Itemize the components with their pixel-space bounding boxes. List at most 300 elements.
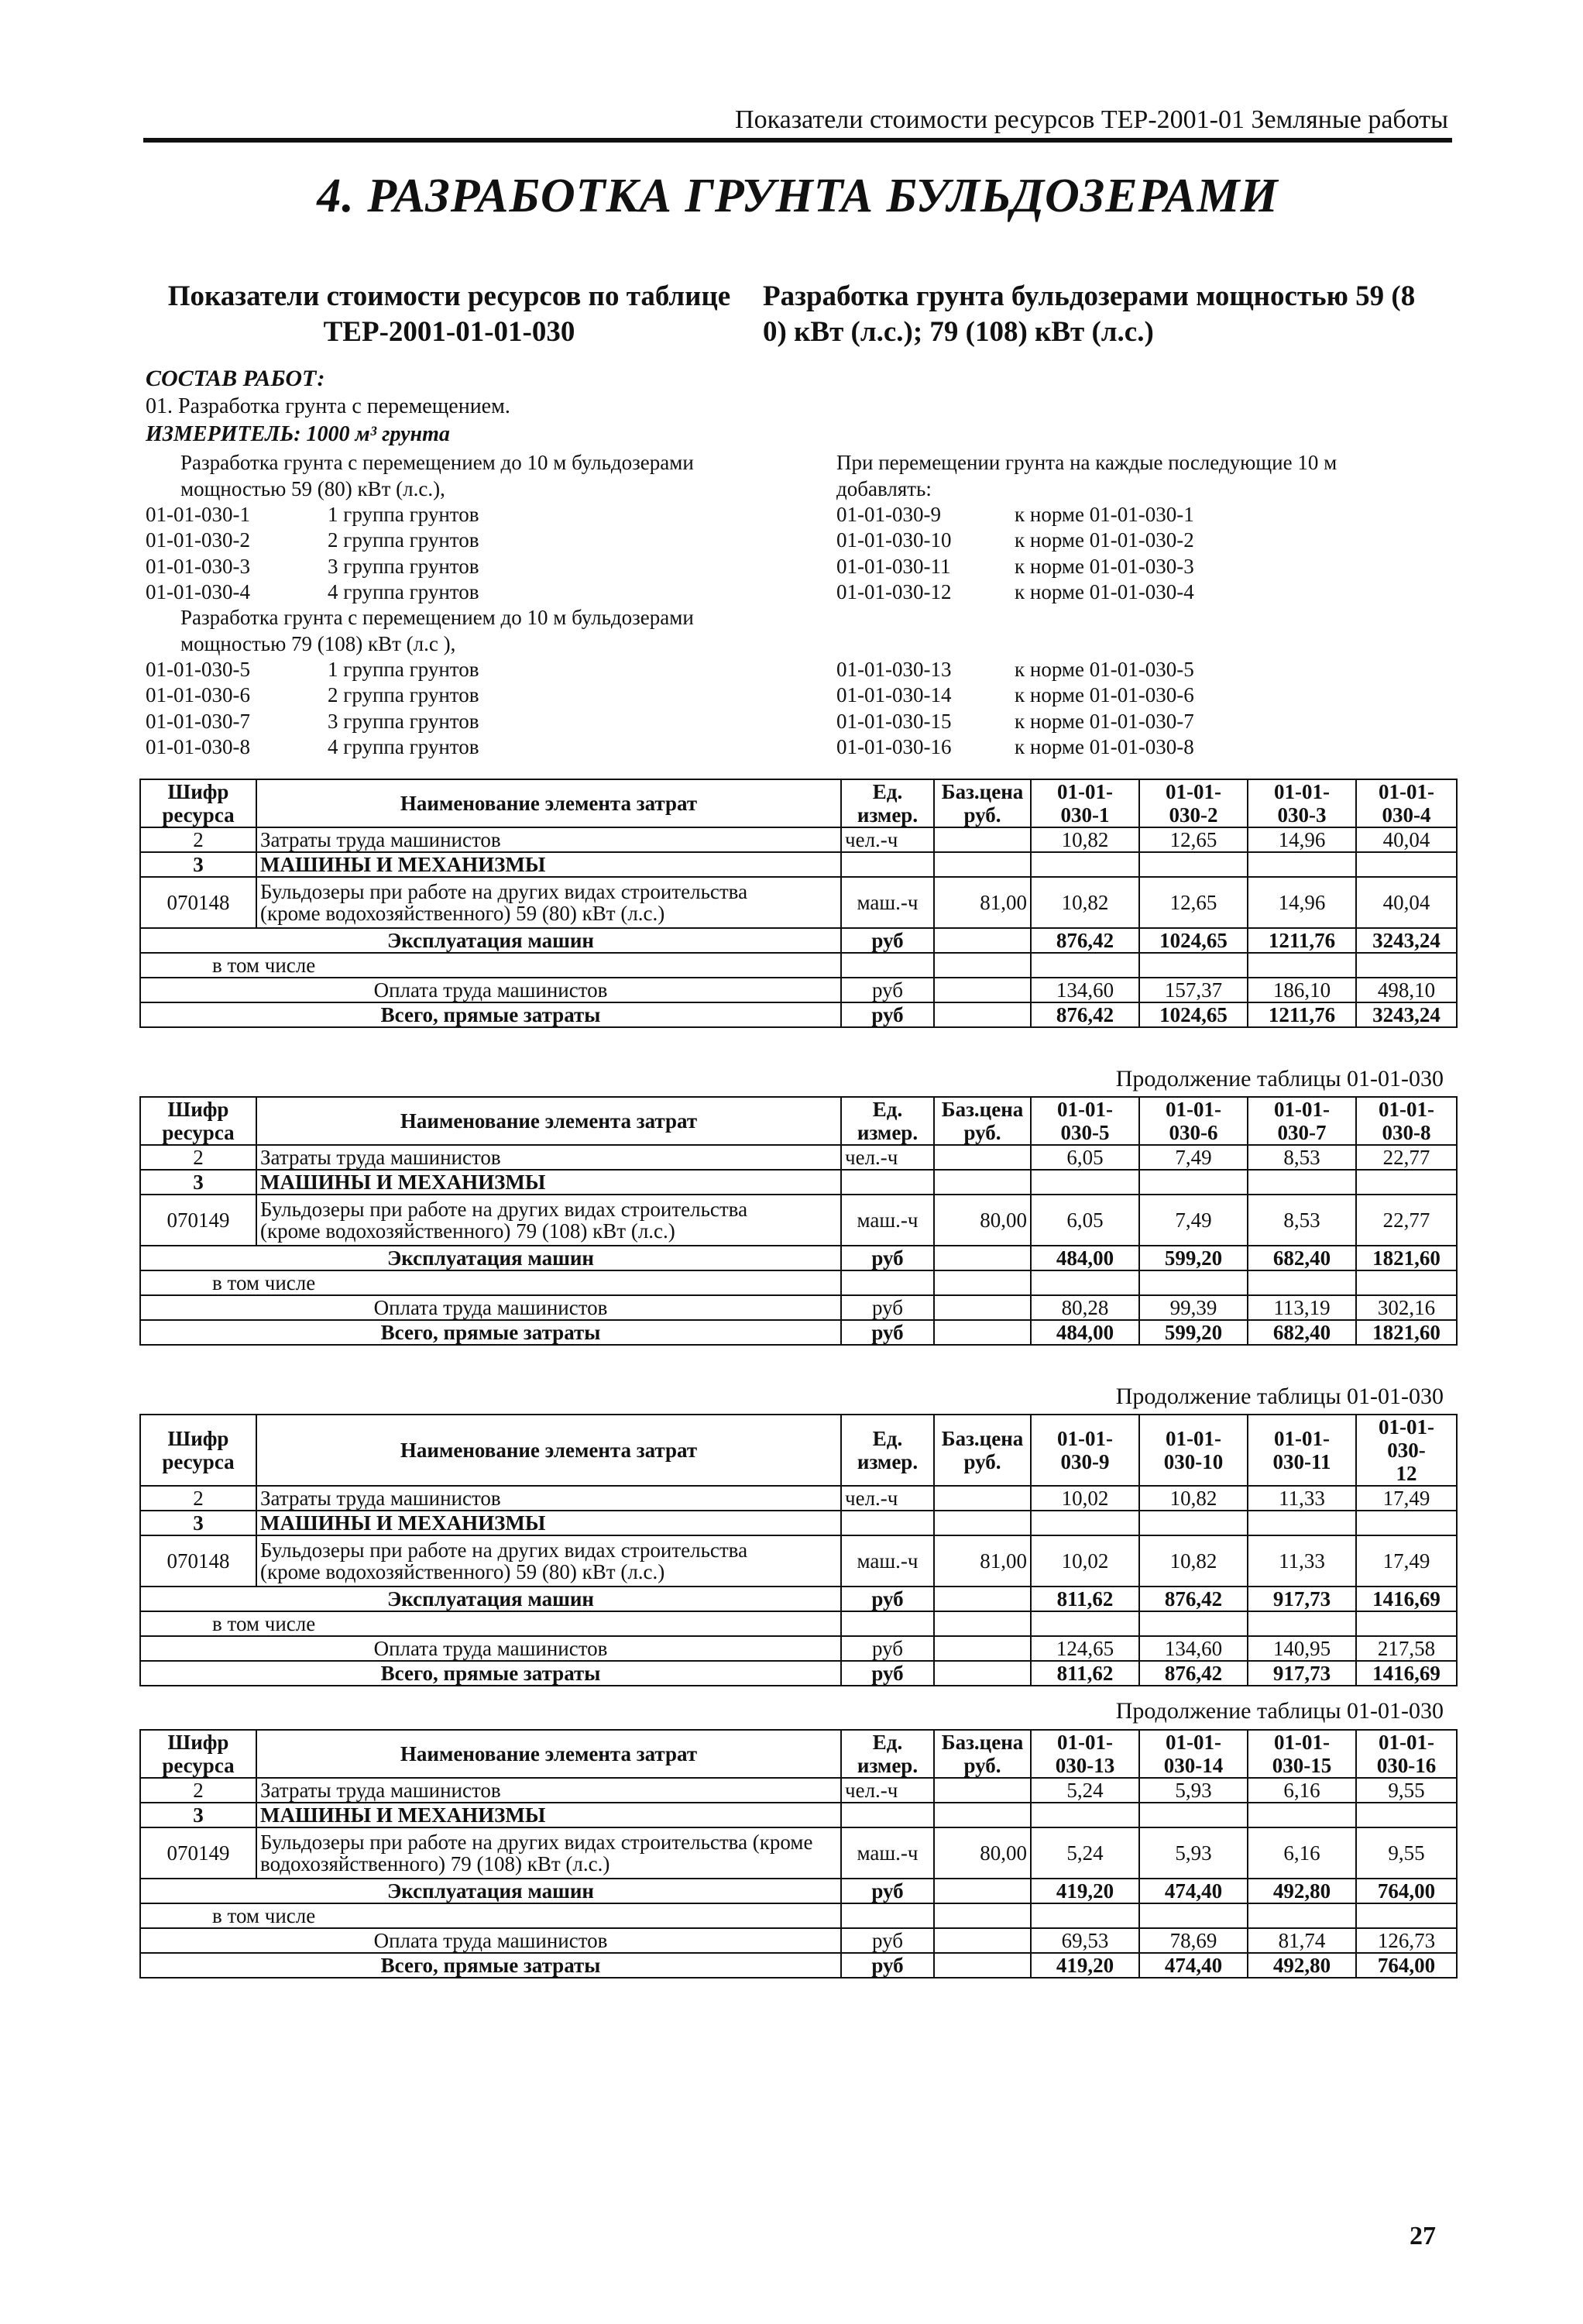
header-unit-line2: измер. bbox=[857, 803, 919, 827]
value-cell: 876,42 bbox=[1139, 1587, 1248, 1611]
unit-cell: чел.-ч bbox=[841, 1778, 934, 1803]
header-norm-code bbox=[1356, 1097, 1457, 1145]
including-row bbox=[140, 953, 1457, 978]
group1-heading-line1: Разработка грунта с перемещением до 10 м бульдозерами bbox=[180, 451, 694, 474]
header-unit-line2: измер. bbox=[857, 1450, 919, 1473]
header-price-line1: Баз.цена bbox=[941, 1731, 1024, 1754]
value-cell: 8,53 bbox=[1248, 1145, 1356, 1170]
subtitle-left: Показатели стоимости ресурсов по таблице ТЕР-2001-01-01-030 bbox=[167, 280, 731, 348]
value-cell: 682,40 bbox=[1248, 1320, 1356, 1345]
header-price-line2: руб. bbox=[963, 1450, 1001, 1473]
value-cell: 81,74 bbox=[1248, 1928, 1356, 1953]
norm-code-line2: 030-15 bbox=[1272, 1754, 1332, 1777]
price-cell bbox=[934, 1170, 1031, 1195]
norm-code: 01-01-030-14 bbox=[836, 683, 952, 706]
summary-name-cell: в том числе bbox=[140, 953, 841, 978]
unit-cell bbox=[841, 1511, 934, 1535]
value-cell: 134,60 bbox=[1139, 1636, 1248, 1661]
norm-code-line2: 030-6 bbox=[1169, 1121, 1218, 1144]
meter-line bbox=[146, 422, 450, 447]
labor-row bbox=[140, 1145, 1457, 1170]
unit-cell: руб bbox=[841, 1661, 934, 1686]
value-cell bbox=[1031, 1270, 1139, 1295]
summary-name-cell: Оплата труда машинистов bbox=[140, 1295, 841, 1320]
header-norm-code bbox=[1031, 1730, 1139, 1778]
section-row bbox=[140, 1803, 1457, 1827]
resource-table bbox=[139, 1096, 1458, 1346]
header-code-line1: Шифр bbox=[167, 1731, 229, 1754]
resource-table bbox=[139, 1729, 1458, 1978]
value-cell: 1416,69 bbox=[1356, 1587, 1457, 1611]
header-norm-code bbox=[1031, 1097, 1139, 1145]
norm-code: 01-01-030-1 bbox=[146, 503, 250, 526]
value-cell: 126,73 bbox=[1356, 1928, 1457, 1953]
price-cell bbox=[934, 1270, 1031, 1295]
value-cell: 9,55 bbox=[1356, 1778, 1457, 1803]
header-price-line2: руб. bbox=[963, 1754, 1001, 1777]
wages-row bbox=[140, 1928, 1457, 1953]
total-row bbox=[140, 1002, 1457, 1027]
name-cell: Затраты труда машинистов bbox=[256, 827, 841, 852]
header-price bbox=[934, 1415, 1031, 1486]
summary-name-cell: Оплата труда машинистов bbox=[140, 978, 841, 1002]
summary-name-cell: в том числе bbox=[140, 1611, 841, 1636]
code-cell: 3 bbox=[140, 852, 256, 877]
header-code-line2: ресурса bbox=[162, 1754, 235, 1777]
labor-row bbox=[140, 827, 1457, 852]
header-price-line1: Баз.цена bbox=[941, 780, 1024, 803]
value-cell bbox=[1356, 1611, 1457, 1636]
summary-name-cell: Всего, прямые затраты bbox=[140, 1661, 841, 1686]
value-cell: 811,62 bbox=[1031, 1661, 1139, 1686]
value-cell: 492,80 bbox=[1248, 1879, 1356, 1903]
unit-cell: руб bbox=[841, 1295, 934, 1320]
unit-cell: руб bbox=[841, 1246, 934, 1270]
name-cell: Затраты труда машинистов bbox=[256, 1486, 841, 1511]
labor-row bbox=[140, 1778, 1457, 1803]
norm-text: к норме 01-01-030-1 bbox=[1015, 503, 1194, 526]
value-cell: 1024,65 bbox=[1139, 928, 1248, 953]
value-cell: 474,40 bbox=[1139, 1879, 1248, 1903]
value-cell: 876,42 bbox=[1139, 1661, 1248, 1686]
meter-label: ИЗМЕРИТЕЛЬ: bbox=[146, 422, 301, 446]
norm-code: 01-01-030-9 bbox=[836, 503, 941, 526]
value-cell: 7,49 bbox=[1139, 1145, 1248, 1170]
value-cell: 6,16 bbox=[1248, 1778, 1356, 1803]
value-cell bbox=[1139, 1170, 1248, 1195]
value-cell: 1024,65 bbox=[1139, 1002, 1248, 1027]
meter-value: 1000 м³ грунта bbox=[306, 422, 450, 446]
norm-text: к норме 01-01-030-8 bbox=[1015, 735, 1194, 758]
exploitation-row bbox=[140, 1879, 1457, 1903]
norm-code-line2: 030-14 bbox=[1163, 1754, 1224, 1777]
norm-code: 01-01-030-12 bbox=[836, 580, 952, 603]
norm-code: 01-01-030-15 bbox=[836, 710, 952, 733]
price-cell bbox=[934, 1587, 1031, 1611]
value-cell bbox=[1356, 1270, 1457, 1295]
price-cell bbox=[934, 1145, 1031, 1170]
value-cell: 302,16 bbox=[1356, 1295, 1457, 1320]
header-unit-line1: Ед. bbox=[872, 1427, 903, 1450]
value-cell: 99,39 bbox=[1139, 1295, 1248, 1320]
value-cell: 3243,24 bbox=[1356, 928, 1457, 953]
norm-code-line1: 01-01-030- bbox=[1379, 1415, 1434, 1462]
header-norm-code bbox=[1139, 1730, 1248, 1778]
norm-code-line1: 01-01- bbox=[1166, 780, 1221, 803]
header-norm-code bbox=[1031, 779, 1139, 827]
value-cell: 6,05 bbox=[1031, 1145, 1139, 1170]
price-cell bbox=[934, 1636, 1031, 1661]
value-cell: 10,82 bbox=[1139, 1486, 1248, 1511]
header-code bbox=[140, 1415, 256, 1486]
norm-code: 01-01-030-5 bbox=[146, 658, 250, 681]
value-cell bbox=[1356, 953, 1457, 978]
value-cell: 1821,60 bbox=[1356, 1320, 1457, 1345]
total-row bbox=[140, 1320, 1457, 1345]
norm-code-line2: 030-9 bbox=[1060, 1450, 1110, 1473]
norm-code-line2: 030-16 bbox=[1376, 1754, 1437, 1777]
value-cell: 1211,76 bbox=[1248, 1002, 1356, 1027]
value-cell: 11,33 bbox=[1248, 1486, 1356, 1511]
header-norm-code bbox=[1248, 1730, 1356, 1778]
value-cell: 17,49 bbox=[1356, 1486, 1457, 1511]
value-cell bbox=[1139, 1511, 1248, 1535]
header-rule bbox=[143, 138, 1452, 143]
norm-code-line1: 01-01- bbox=[1057, 1427, 1113, 1450]
value-cell: 764,00 bbox=[1356, 1953, 1457, 1978]
price-cell bbox=[934, 1511, 1031, 1535]
unit-cell: руб bbox=[841, 1928, 934, 1953]
value-cell: 40,04 bbox=[1356, 877, 1457, 928]
header-unit-line1: Ед. bbox=[872, 780, 903, 803]
value-cell bbox=[1139, 1903, 1248, 1928]
header-unit-line2: измер. bbox=[857, 1121, 919, 1144]
section-row bbox=[140, 1511, 1457, 1535]
header-code bbox=[140, 1730, 256, 1778]
price-cell: 81,00 bbox=[934, 1535, 1031, 1587]
summary-name-cell: Всего, прямые затраты bbox=[140, 1953, 841, 1978]
group2-heading-line2: мощностью 79 (108) кВт (л.с ), bbox=[180, 632, 456, 655]
value-cell bbox=[1248, 1170, 1356, 1195]
header-price-line2: руб. bbox=[963, 803, 1001, 827]
value-cell bbox=[1248, 852, 1356, 877]
header-code-line1: Шифр bbox=[167, 1427, 229, 1450]
work-composition-label: СОСТАВ РАБОТ: bbox=[146, 366, 325, 391]
header-norm-code bbox=[1248, 1415, 1356, 1486]
norm-code-line1: 01-01- bbox=[1166, 1427, 1221, 1450]
unit-cell bbox=[841, 852, 934, 877]
norm-text: к норме 01-01-030-4 bbox=[1015, 580, 1194, 603]
header-name: Наименование элемента затрат bbox=[256, 1097, 841, 1145]
value-cell: 6,16 bbox=[1248, 1827, 1356, 1879]
value-cell bbox=[1248, 1903, 1356, 1928]
norm-code-line2: 030-10 bbox=[1163, 1450, 1224, 1473]
price-cell bbox=[934, 1611, 1031, 1636]
group1-heading-line2: мощностью 59 (80) кВт (л.с.), bbox=[180, 477, 445, 500]
unit-cell: руб bbox=[841, 1953, 934, 1978]
section-name-cell: МАШИНЫ И МЕХАНИЗМЫ bbox=[256, 1170, 841, 1195]
norm-code-line1: 01-01- bbox=[1057, 1731, 1113, 1754]
norm-text: 2 группа грунтов bbox=[328, 528, 479, 552]
norm-text: 1 группа грунтов bbox=[328, 503, 479, 526]
value-cell bbox=[1031, 953, 1139, 978]
table-header-row bbox=[140, 1415, 1457, 1486]
additions-heading-line2: добавлять: bbox=[836, 477, 932, 500]
value-cell bbox=[1031, 1611, 1139, 1636]
value-cell: 5,93 bbox=[1139, 1827, 1248, 1879]
code-cell: 070149 bbox=[140, 1195, 256, 1246]
unit-cell: чел.-ч bbox=[841, 1145, 934, 1170]
value-cell bbox=[1248, 953, 1356, 978]
code-cell: 3 bbox=[140, 1170, 256, 1195]
code-cell: 3 bbox=[140, 1803, 256, 1827]
header-unit-line1: Ед. bbox=[872, 1098, 903, 1121]
norm-code-line2: 030-1 bbox=[1060, 803, 1110, 827]
price-cell bbox=[934, 1002, 1031, 1027]
value-cell: 419,20 bbox=[1031, 1953, 1139, 1978]
value-cell: 22,77 bbox=[1356, 1145, 1457, 1170]
price-cell bbox=[934, 1246, 1031, 1270]
page-title: 4. РАЗРАБОТКА ГРУНТА БУЛЬДОЗЕРАМИ bbox=[317, 170, 1279, 222]
summary-name-cell: Всего, прямые затраты bbox=[140, 1320, 841, 1345]
price-cell bbox=[934, 1803, 1031, 1827]
value-cell: 6,05 bbox=[1031, 1195, 1139, 1246]
value-cell bbox=[1356, 1803, 1457, 1827]
value-cell: 492,80 bbox=[1248, 1953, 1356, 1978]
header-unit bbox=[841, 779, 934, 827]
header-norm-code bbox=[1356, 1415, 1457, 1486]
norm-text: к норме 01-01-030-7 bbox=[1015, 710, 1194, 733]
norm-text: к норме 01-01-030-2 bbox=[1015, 528, 1194, 552]
norm-code-line1: 01-01- bbox=[1274, 1098, 1330, 1121]
machine-row bbox=[140, 1827, 1457, 1879]
header-unit bbox=[841, 1730, 934, 1778]
header-norm-code bbox=[1031, 1415, 1139, 1486]
norm-code-line2: 030-2 bbox=[1169, 803, 1218, 827]
header-unit-line2: измер. bbox=[857, 1754, 919, 1777]
total-row bbox=[140, 1661, 1457, 1686]
value-cell bbox=[1248, 1611, 1356, 1636]
running-header: Показатели стоимости ресурсов ТЕР-2001-01 Земляные работы bbox=[735, 105, 1448, 134]
unit-cell bbox=[841, 1170, 934, 1195]
summary-name-cell: Эксплуатация машин bbox=[140, 1879, 841, 1903]
unit-cell bbox=[841, 1611, 934, 1636]
norm-code-line1: 01-01- bbox=[1379, 1731, 1434, 1754]
code-cell: 070148 bbox=[140, 1535, 256, 1587]
unit-cell: маш.-ч bbox=[841, 877, 934, 928]
value-cell bbox=[1139, 1611, 1248, 1636]
unit-cell: руб bbox=[841, 1320, 934, 1345]
value-cell: 764,00 bbox=[1356, 1879, 1457, 1903]
norm-code-line2: 030-13 bbox=[1055, 1754, 1115, 1777]
continuation-caption: Продолжение таблицы 01-01-030 bbox=[1115, 1384, 1444, 1409]
value-cell: 917,73 bbox=[1248, 1587, 1356, 1611]
unit-cell: руб bbox=[841, 1636, 934, 1661]
labor-row bbox=[140, 1486, 1457, 1511]
resource-table bbox=[139, 779, 1458, 1028]
header-norm-code bbox=[1356, 779, 1457, 827]
value-cell bbox=[1356, 1903, 1457, 1928]
norm-text: к норме 01-01-030-5 bbox=[1015, 658, 1194, 681]
section-name-cell: МАШИНЫ И МЕХАНИЗМЫ bbox=[256, 852, 841, 877]
machine-name-line2: (кроме водохозяйственного) 79 (108) кВт (л.с.) bbox=[260, 1219, 675, 1243]
value-cell: 599,20 bbox=[1139, 1246, 1248, 1270]
norm-code-line2: 030-11 bbox=[1272, 1450, 1331, 1473]
unit-cell: руб bbox=[841, 978, 934, 1002]
table-header-row bbox=[140, 779, 1457, 827]
right-norm-list bbox=[836, 449, 1456, 759]
value-cell bbox=[1356, 1170, 1457, 1195]
section-row bbox=[140, 852, 1457, 877]
name-cell: Затраты труда машинистов bbox=[256, 1778, 841, 1803]
machine-name-line1: Бульдозеры при работе на других видах строительства bbox=[260, 880, 748, 903]
norm-text: 3 группа грунтов bbox=[328, 555, 479, 578]
value-cell: 1211,76 bbox=[1248, 928, 1356, 953]
machine-row bbox=[140, 1195, 1457, 1246]
unit-cell bbox=[841, 1903, 934, 1928]
machine-name-line1: Бульдозеры при работе на других видах строительства bbox=[260, 1198, 748, 1221]
header-price bbox=[934, 1097, 1031, 1145]
norm-code: 01-01-030-2 bbox=[146, 528, 250, 552]
value-cell: 599,20 bbox=[1139, 1320, 1248, 1345]
header-norm-code bbox=[1248, 779, 1356, 827]
wages-row bbox=[140, 1636, 1457, 1661]
norm-code-line1: 01-01- bbox=[1057, 1098, 1113, 1121]
value-cell: 134,60 bbox=[1031, 978, 1139, 1002]
header-name: Наименование элемента затрат bbox=[256, 1730, 841, 1778]
group2-heading-line1: Разработка грунта с перемещением до 10 м бульдозерами bbox=[180, 606, 694, 629]
value-cell: 876,42 bbox=[1031, 1002, 1139, 1027]
including-row bbox=[140, 1270, 1457, 1295]
code-cell: 2 bbox=[140, 1145, 256, 1170]
norm-code-line2: 030-4 bbox=[1382, 803, 1431, 827]
summary-name-cell: Всего, прямые затраты bbox=[140, 1002, 841, 1027]
summary-name-cell: в том числе bbox=[140, 1903, 841, 1928]
price-cell bbox=[934, 1903, 1031, 1928]
name-cell bbox=[256, 877, 841, 928]
value-cell bbox=[1031, 1170, 1139, 1195]
value-cell: 9,55 bbox=[1356, 1827, 1457, 1879]
machine-name-line2: (кроме водохозяйственного) 59 (80) кВт (л.с.) bbox=[260, 1560, 665, 1583]
norm-text: 1 группа грунтов bbox=[328, 658, 479, 681]
value-cell: 12,65 bbox=[1139, 827, 1248, 852]
left-norm-list bbox=[146, 449, 827, 759]
value-cell bbox=[1031, 1803, 1139, 1827]
unit-cell bbox=[841, 1803, 934, 1827]
header-norm-code bbox=[1139, 779, 1248, 827]
norm-code-line1: 01-01- bbox=[1166, 1098, 1221, 1121]
unit-cell: маш.-ч bbox=[841, 1827, 934, 1879]
table-header-row bbox=[140, 1097, 1457, 1145]
machine-name-line1: Бульдозеры при работе на других видах строительства bbox=[260, 1538, 748, 1562]
header-norm-code bbox=[1248, 1097, 1356, 1145]
norm-code-line1: 01-01- bbox=[1057, 780, 1113, 803]
value-cell bbox=[1356, 1511, 1457, 1535]
unit-cell: маш.-ч bbox=[841, 1535, 934, 1587]
value-cell: 10,02 bbox=[1031, 1535, 1139, 1587]
price-cell bbox=[934, 1778, 1031, 1803]
summary-name-cell: Оплата труда машинистов bbox=[140, 1928, 841, 1953]
value-cell: 17,49 bbox=[1356, 1535, 1457, 1587]
header-code-line2: ресурса bbox=[162, 1121, 235, 1144]
code-cell: 3 bbox=[140, 1511, 256, 1535]
value-cell: 7,49 bbox=[1139, 1195, 1248, 1246]
summary-name-cell: Эксплуатация машин bbox=[140, 1246, 841, 1270]
unit-cell: маш.-ч bbox=[841, 1195, 934, 1246]
value-cell: 10,82 bbox=[1031, 827, 1139, 852]
unit-cell: руб bbox=[841, 928, 934, 953]
norm-text: к норме 01-01-030-3 bbox=[1015, 555, 1194, 578]
unit-cell: руб bbox=[841, 1587, 934, 1611]
header-norm-code bbox=[1139, 1415, 1248, 1486]
norm-code-line2: 030-3 bbox=[1277, 803, 1327, 827]
norm-code-line1: 01-01- bbox=[1379, 780, 1434, 803]
machine-name-line2: (кроме водохозяйственного) 59 (80) кВт (л.с.) bbox=[260, 902, 665, 925]
header-price-line1: Баз.цена bbox=[941, 1098, 1024, 1121]
value-cell: 484,00 bbox=[1031, 1246, 1139, 1270]
price-cell bbox=[934, 1295, 1031, 1320]
price-cell bbox=[934, 827, 1031, 852]
norm-code-line2: 030-8 bbox=[1382, 1121, 1431, 1144]
norm-code: 01-01-030-13 bbox=[836, 658, 952, 681]
norm-code-line1: 01-01- bbox=[1274, 1427, 1330, 1450]
header-name: Наименование элемента затрат bbox=[256, 779, 841, 827]
work-item: 01. Разработка грунта с перемещением. bbox=[146, 394, 510, 418]
price-cell: 80,00 bbox=[934, 1195, 1031, 1246]
value-cell: 124,65 bbox=[1031, 1636, 1139, 1661]
value-cell: 78,69 bbox=[1139, 1928, 1248, 1953]
header-code bbox=[140, 779, 256, 827]
continuation-caption: Продолжение таблицы 01-01-030 bbox=[1115, 1066, 1444, 1092]
value-cell: 917,73 bbox=[1248, 1661, 1356, 1686]
value-cell: 11,33 bbox=[1248, 1535, 1356, 1587]
norm-code: 01-01-030-3 bbox=[146, 555, 250, 578]
machine-row bbox=[140, 877, 1457, 928]
price-cell bbox=[934, 1928, 1031, 1953]
price-cell bbox=[934, 928, 1031, 953]
norm-code: 01-01-030-8 bbox=[146, 735, 250, 758]
value-cell: 80,28 bbox=[1031, 1295, 1139, 1320]
wages-row bbox=[140, 978, 1457, 1002]
norm-code: 01-01-030-4 bbox=[146, 580, 250, 603]
machine-name-line1: Бульдозеры при работе на других видах строительства (кроме bbox=[260, 1831, 813, 1854]
value-cell bbox=[1139, 1270, 1248, 1295]
value-cell: 217,58 bbox=[1356, 1636, 1457, 1661]
value-cell: 1821,60 bbox=[1356, 1246, 1457, 1270]
value-cell: 5,24 bbox=[1031, 1778, 1139, 1803]
norm-code-line2: 030-7 bbox=[1277, 1121, 1327, 1144]
code-cell: 2 bbox=[140, 1778, 256, 1803]
value-cell bbox=[1248, 1803, 1356, 1827]
unit-cell: руб bbox=[841, 1879, 934, 1903]
norm-code-line1: 01-01- bbox=[1379, 1098, 1434, 1121]
header-unit-line1: Ед. bbox=[872, 1731, 903, 1754]
value-cell: 113,19 bbox=[1248, 1295, 1356, 1320]
code-cell: 2 bbox=[140, 827, 256, 852]
section-name-cell: МАШИНЫ И МЕХАНИЗМЫ bbox=[256, 1803, 841, 1827]
norm-code: 01-01-030-16 bbox=[836, 735, 952, 758]
header-norm-code bbox=[1139, 1097, 1248, 1145]
norm-text: 4 группа грунтов bbox=[328, 735, 479, 758]
page-number: 27 bbox=[1410, 2222, 1436, 2250]
unit-cell bbox=[841, 953, 934, 978]
value-cell bbox=[1248, 1270, 1356, 1295]
value-cell: 876,42 bbox=[1031, 928, 1139, 953]
norm-text: к норме 01-01-030-6 bbox=[1015, 683, 1194, 706]
value-cell: 14,96 bbox=[1248, 877, 1356, 928]
value-cell: 10,82 bbox=[1031, 877, 1139, 928]
value-cell: 419,20 bbox=[1031, 1879, 1139, 1903]
